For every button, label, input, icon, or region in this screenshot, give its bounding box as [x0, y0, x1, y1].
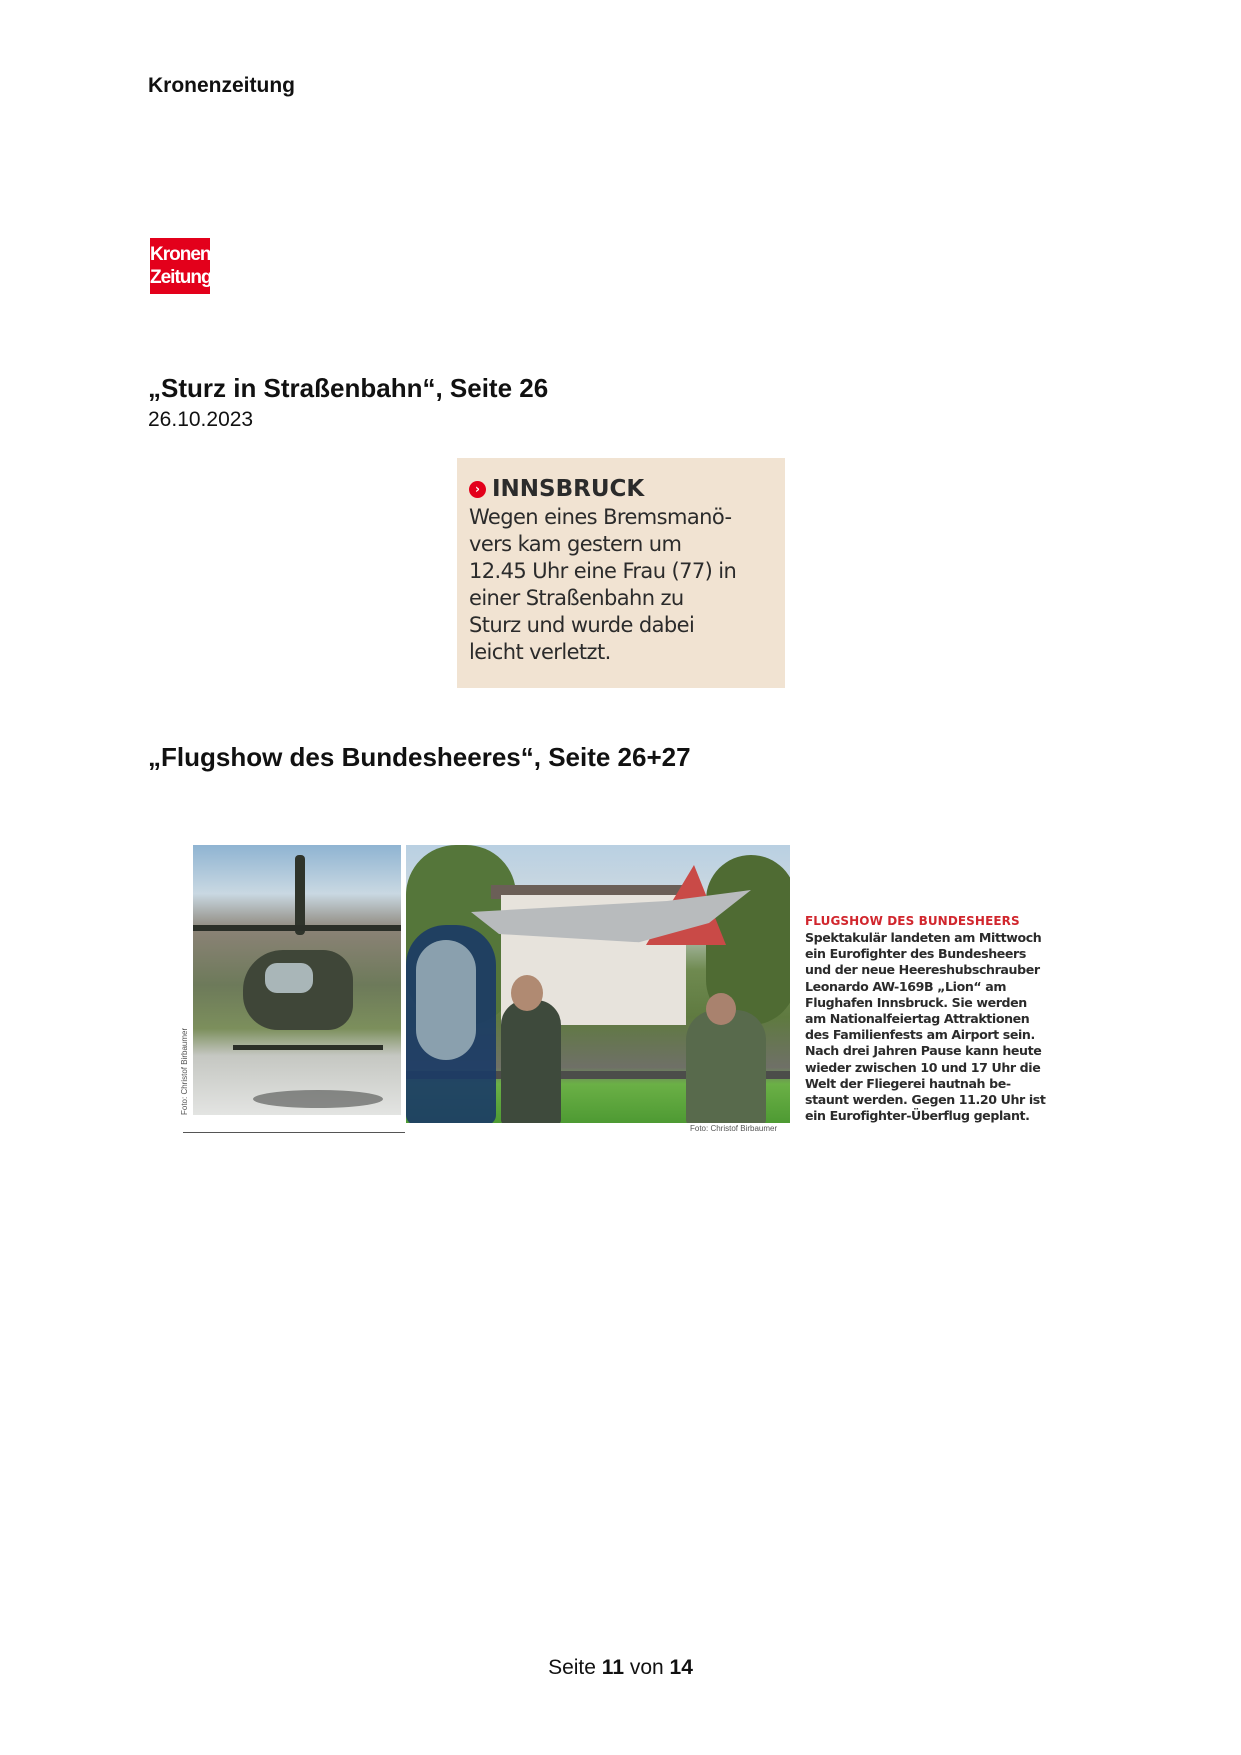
- clipping-line: Spektakulär landeten am Mittwoch: [805, 930, 1042, 945]
- clipping-location: [469, 476, 771, 502]
- clipping-body: [469, 504, 771, 666]
- heli-mast: [295, 855, 305, 935]
- helicopter-photo: [193, 845, 401, 1115]
- clipping-line: Sturz und wurde dabei: [469, 613, 695, 637]
- clipping-location-label: INNSBRUCK: [492, 476, 645, 502]
- clipping-line: staunt werden. Gegen 11.20 Uhr ist: [805, 1092, 1046, 1108]
- heli-skid: [233, 1045, 383, 1050]
- clipping-line: Nach drei Jahren Pause kann heute: [805, 1043, 1042, 1059]
- photo-divider: [183, 1132, 405, 1133]
- article-1-title: „Sturz in Straßenbahn“, Seite 26: [148, 373, 549, 403]
- spectator-head: [511, 975, 543, 1011]
- mirror-glass: [416, 940, 476, 1060]
- spectator: [686, 1010, 766, 1123]
- footer-prefix: Seite: [548, 1656, 596, 1679]
- publication-name: Kronenzeitung: [148, 74, 295, 97]
- logo-line-1: Kronen: [150, 244, 211, 265]
- footer-middle: von: [629, 1656, 664, 1679]
- clipping-line: Leonardo AW-169B „Lion“ am: [805, 978, 1007, 994]
- photo-1-credit: Foto: Christof Birbaumer: [180, 1027, 189, 1115]
- page-footer: [0, 1656, 1241, 1680]
- photo-2-credit: Foto: Christof Birbaumer: [690, 1124, 778, 1133]
- eurofighter-photo: [406, 845, 790, 1123]
- kronen-zeitung-logo: [150, 238, 210, 294]
- heli-window: [265, 963, 313, 993]
- clipping-line: Flughafen Innsbruck. Sie werden: [805, 994, 1027, 1010]
- spectator: [501, 1000, 561, 1123]
- clipping-line: vers kam gestern um: [469, 532, 682, 556]
- article-2-clipping-text: [805, 914, 1050, 1124]
- footer-total-pages: 14: [669, 1656, 693, 1679]
- clipping-line: Wegen eines Bremsmanö-: [469, 505, 732, 529]
- heli-rotor: [193, 925, 401, 931]
- article-1-clipping: [457, 458, 785, 688]
- spectator-head: [706, 993, 736, 1025]
- clipping-line: wieder zwischen 10 und 17 Uhr die: [805, 1059, 1041, 1075]
- clipping-line: ein Eurofighter-Überflug geplant.: [805, 1108, 1030, 1124]
- heli-shadow: [253, 1090, 383, 1108]
- clipping-heading: FLUGSHOW DES BUNDESHEERS: [805, 914, 1020, 928]
- article-2-title: „Flugshow des Bundesheeres“, Seite 26+27: [148, 742, 691, 772]
- clipping-line: und der neue Heereshubschrauber: [805, 962, 1040, 978]
- clipping-line: Welt der Fliegerei hautnah be-: [805, 1075, 1011, 1091]
- logo-line-2: Zeitung: [150, 267, 212, 288]
- arrow-bullet-icon: ›: [469, 481, 486, 498]
- clipping-line: leicht verletzt.: [469, 640, 611, 664]
- clipping-line: ein Eurofighter des Bundesheers: [805, 946, 1026, 962]
- clipping-line: 12.45 Uhr eine Frau (77) in: [469, 559, 737, 583]
- clipping-line: einer Straßenbahn zu: [469, 586, 684, 610]
- clipping-line: am Nationalfeiertag Attraktionen: [805, 1011, 1030, 1027]
- article-1-date: 26.10.2023: [148, 408, 254, 431]
- clipping-body: [805, 930, 1050, 1124]
- clipping-line: des Familienfests am Airport sein.: [805, 1027, 1035, 1043]
- footer-page-number: 11: [601, 1656, 624, 1679]
